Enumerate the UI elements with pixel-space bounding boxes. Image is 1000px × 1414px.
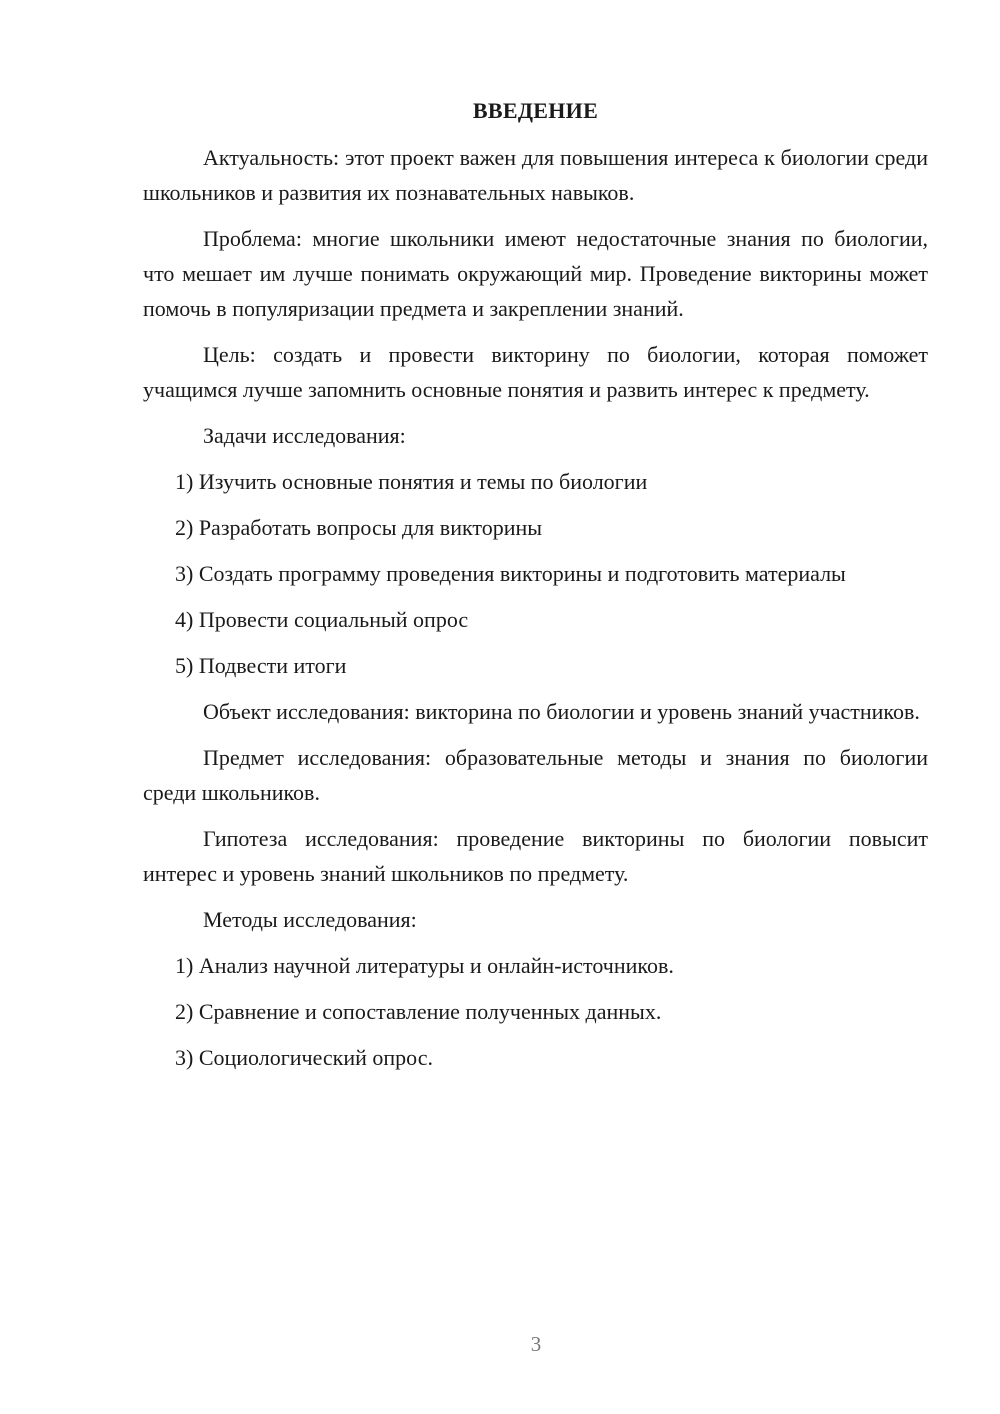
method-item: 2) Сравнение и сопоставление полученных данных. [175, 999, 662, 1024]
hypothesis-paragraph: Гипотеза исследования: проведение викторины по биологии повысит интерес и уровень знаний школьников по предмету. [143, 826, 928, 886]
task-item: 2) Разработать вопросы для викторины [175, 515, 543, 540]
task-item: 1) Изучить основные понятия и темы по биологии [175, 469, 648, 494]
task-item: 4) Провести социальный опрос [175, 607, 469, 632]
problem-paragraph: Проблема: многие школьники имеют недостаточные знания по биологии, что мешает им лучше понимать окружающий мир. Проведение викторины может помочь в популяризации предмета и закреплении знаний. [143, 226, 928, 321]
goal-paragraph: Цель: создать и провести викторину по биологии, которая поможет учащимся лучше запомнить основные понятия и развить интерес к предмету. [143, 342, 928, 402]
tasks-heading: Задачи исследования: [203, 423, 406, 448]
object-paragraph: Объект исследования: викторина по биологии и уровень знаний участников. [203, 699, 920, 724]
method-item: 1) Анализ научной литературы и онлайн-источников. [175, 953, 674, 978]
page-number: 3 [530, 1332, 542, 1356]
task-item: 5) Подвести итоги [175, 653, 347, 678]
task-item: 3) Создать программу проведения викторины и подготовить материалы [175, 561, 846, 586]
page-content [143, 96, 928, 1086]
methods-heading: Методы исследования: [203, 907, 417, 932]
relevance-paragraph: Актуальность: этот проект важен для повышения интереса к биологии среди школьников и развития их познавательных навыков. [143, 145, 928, 205]
method-item: 3) Социологический опрос. [175, 1045, 433, 1070]
subject-paragraph: Предмет исследования: образовательные методы и знания по биологии среди школьников. [143, 745, 928, 805]
section-title: ВВЕДЕНИЕ [472, 98, 599, 123]
